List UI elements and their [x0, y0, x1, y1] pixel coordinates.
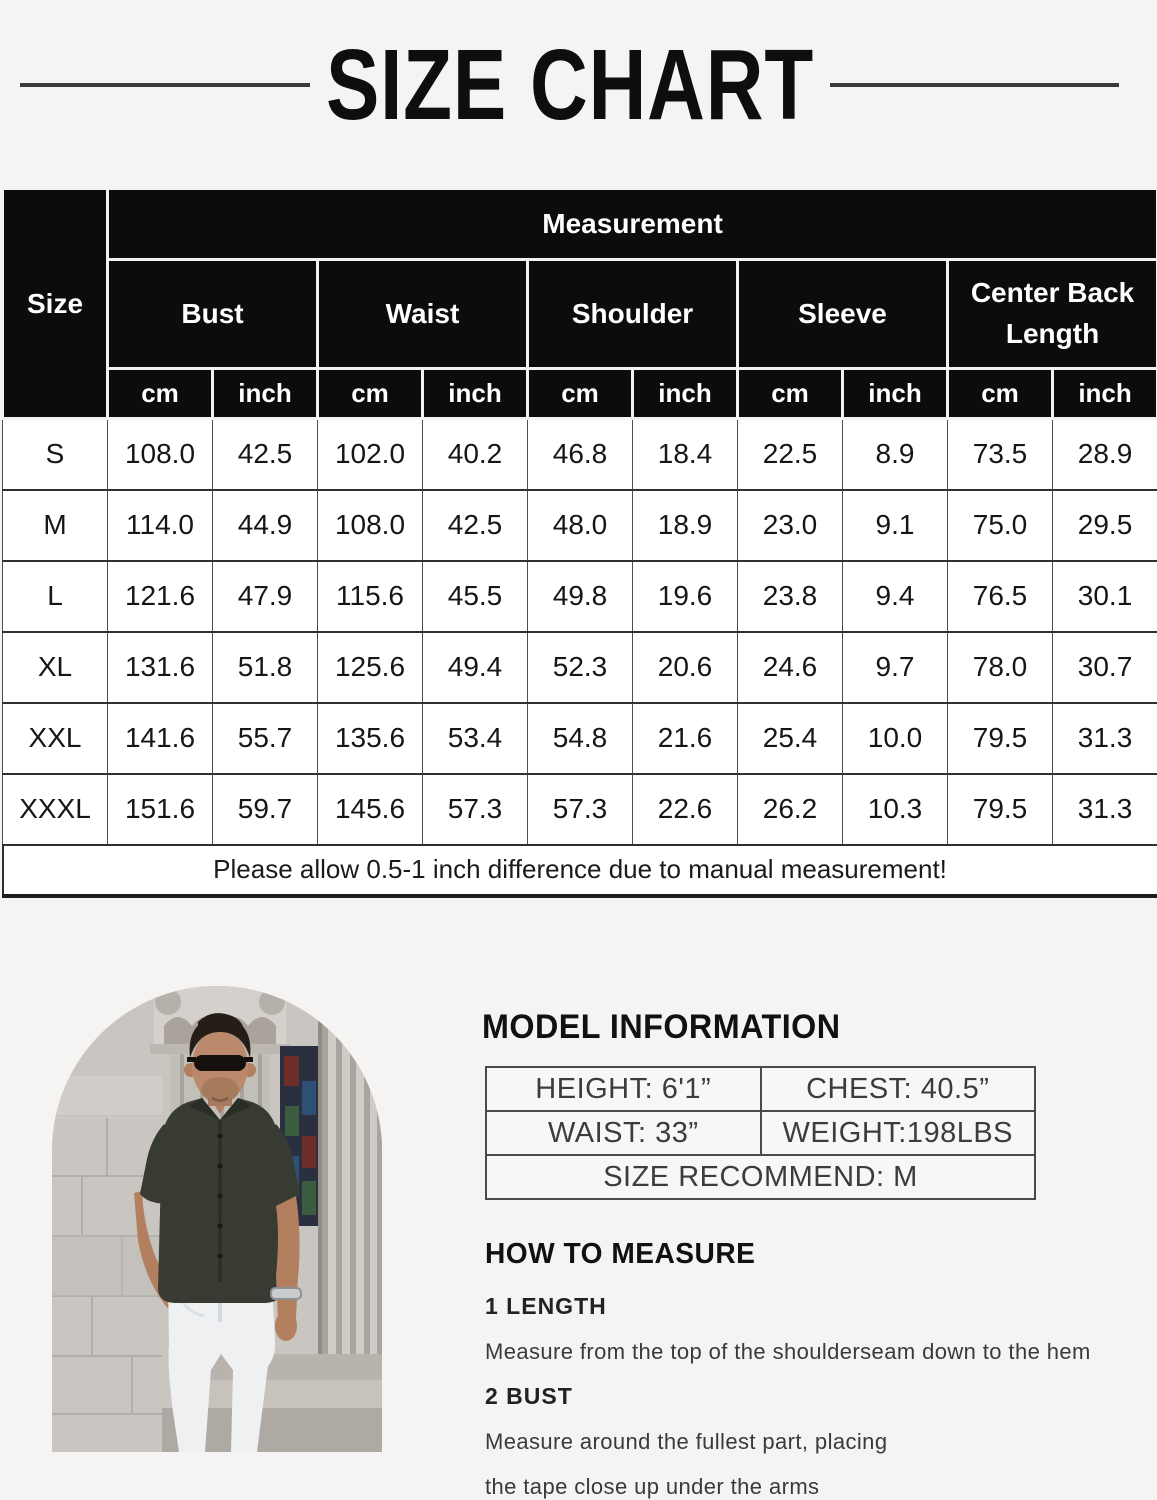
unit-header: cm: [318, 369, 423, 419]
cell: 151.6: [108, 774, 213, 845]
size-label: XL: [3, 632, 108, 703]
cell: 24.6: [738, 632, 843, 703]
cell: 29.5: [1053, 490, 1157, 561]
cell: 49.4: [423, 632, 528, 703]
cell: 102.0: [318, 419, 423, 490]
model-height: HEIGHT: 6'1”: [486, 1067, 761, 1111]
measurement-header: Measurement: [108, 189, 1157, 260]
unit-header: cm: [948, 369, 1053, 419]
cell: 57.3: [528, 774, 633, 845]
unit-header: cm: [108, 369, 213, 419]
cell: 23.0: [738, 490, 843, 561]
cell: 121.6: [108, 561, 213, 632]
cell: 21.6: [633, 703, 738, 774]
cell: 23.8: [738, 561, 843, 632]
table-row-xl: [3, 632, 1157, 703]
cell: 53.4: [423, 703, 528, 774]
cell: 42.5: [423, 490, 528, 561]
cell: 52.3: [528, 632, 633, 703]
cell: 78.0: [948, 632, 1053, 703]
page-header: [0, 29, 1157, 141]
cell: 30.1: [1053, 561, 1157, 632]
how-to-measure-heading: HOW TO MEASURE: [485, 1238, 756, 1270]
model-weight: WEIGHT:198LBS: [761, 1111, 1036, 1155]
cell: 141.6: [108, 703, 213, 774]
cell: 108.0: [318, 490, 423, 561]
unit-header: inch: [843, 369, 948, 419]
cell: 108.0: [108, 419, 213, 490]
watch: [271, 1288, 301, 1299]
cell: 125.6: [318, 632, 423, 703]
cell: 18.4: [633, 419, 738, 490]
cell: 46.8: [528, 419, 633, 490]
table-row-l: [3, 561, 1157, 632]
cell: 19.6: [633, 561, 738, 632]
cell: 9.4: [843, 561, 948, 632]
cell: 8.9: [843, 419, 948, 490]
size-column-header: Size: [3, 189, 108, 419]
step-line: Measure around the fullest part, placing: [485, 1429, 888, 1454]
cell: 44.9: [213, 490, 318, 561]
step-label-bust: 2 BUST: [485, 1383, 573, 1409]
size-label: L: [3, 561, 108, 632]
model-chest: CHEST: 40.5”: [761, 1067, 1036, 1111]
model-waist: WAIST: 33”: [486, 1111, 761, 1155]
group-header-sleeve: Sleeve: [738, 260, 948, 369]
unit-header: cm: [738, 369, 843, 419]
step-line: the tape close up under the arms: [485, 1474, 820, 1499]
unit-header: cm: [528, 369, 633, 419]
size-label: M: [3, 490, 108, 561]
cell: 18.9: [633, 490, 738, 561]
model-info-heading: MODEL INFORMATION: [482, 1008, 841, 1046]
size-chart-table: [1, 187, 1157, 898]
cell: 45.5: [423, 561, 528, 632]
cell: 79.5: [948, 703, 1053, 774]
cell: 30.7: [1053, 632, 1157, 703]
beard-stubble: [201, 1077, 239, 1103]
cell: 115.6: [318, 561, 423, 632]
cell: 25.4: [738, 703, 843, 774]
cell: 9.1: [843, 490, 948, 561]
size-label: S: [3, 419, 108, 490]
cell: 49.8: [528, 561, 633, 632]
unit-header: inch: [633, 369, 738, 419]
cell: 28.9: [1053, 419, 1157, 490]
unit-header: inch: [423, 369, 528, 419]
cell: 131.6: [108, 632, 213, 703]
title-rule-right: [830, 83, 1120, 87]
cell: 79.5: [948, 774, 1053, 845]
group-header-bust: Bust: [108, 260, 318, 369]
cell: 59.7: [213, 774, 318, 845]
title-rule-left: [20, 83, 310, 87]
cell: 47.9: [213, 561, 318, 632]
table-row-xxxl: [3, 774, 1157, 845]
cell: 48.0: [528, 490, 633, 561]
step-line: Measure from the top of the shoulderseam down to the hem: [485, 1339, 1091, 1364]
how-to-measure-steps: [485, 1284, 1125, 1500]
group-header-center-back-length: Center Back Length: [948, 260, 1157, 369]
cell: 22.5: [738, 419, 843, 490]
group-header-waist: Waist: [318, 260, 528, 369]
model-photo: [52, 986, 382, 1452]
cell: 20.6: [633, 632, 738, 703]
measurement-note: Please allow 0.5-1 inch difference due to manual measurement!: [3, 845, 1157, 896]
model-size-recommend: SIZE RECOMMEND: M: [486, 1155, 1035, 1199]
unit-header: inch: [1053, 369, 1157, 419]
cell: 40.2: [423, 419, 528, 490]
table-row-m: [3, 490, 1157, 561]
model-info-table: [485, 1066, 1036, 1200]
cell: 51.8: [213, 632, 318, 703]
cell: 73.5: [948, 419, 1053, 490]
model-photo-illustration: [52, 986, 382, 1452]
sunglasses: [194, 1055, 246, 1071]
cell: 75.0: [948, 490, 1053, 561]
cell: 145.6: [318, 774, 423, 845]
cell: 76.5: [948, 561, 1053, 632]
cell: 42.5: [213, 419, 318, 490]
group-header-shoulder: Shoulder: [528, 260, 738, 369]
cell: 26.2: [738, 774, 843, 845]
cell: 31.3: [1053, 774, 1157, 845]
table-row-xxl: [3, 703, 1157, 774]
cell: 114.0: [108, 490, 213, 561]
cell: 31.3: [1053, 703, 1157, 774]
cell: 57.3: [423, 774, 528, 845]
cell: 10.0: [843, 703, 948, 774]
cell: 135.6: [318, 703, 423, 774]
step-label-length: 1 LENGTH: [485, 1293, 607, 1319]
page-title: SIZE CHART: [325, 29, 814, 141]
cell: 54.8: [528, 703, 633, 774]
unit-header: inch: [213, 369, 318, 419]
cell: 22.6: [633, 774, 738, 845]
measurement-note-row: [3, 845, 1157, 896]
size-label: XXL: [3, 703, 108, 774]
size-label: XXXL: [3, 774, 108, 845]
cell: 55.7: [213, 703, 318, 774]
table-row-s: [3, 419, 1157, 490]
cell: 9.7: [843, 632, 948, 703]
cell: 10.3: [843, 774, 948, 845]
